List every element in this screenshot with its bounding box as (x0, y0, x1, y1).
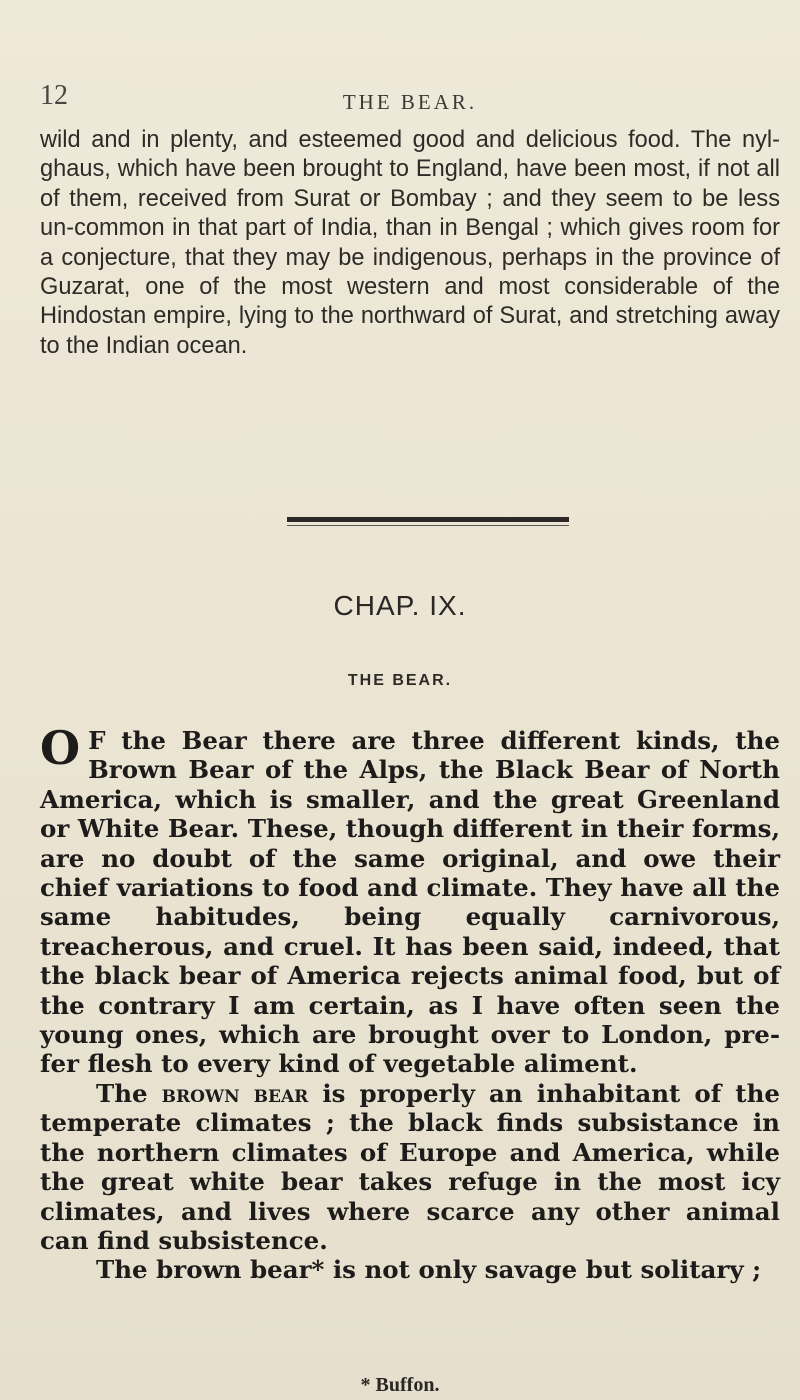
smallcaps-phrase: brown bear (161, 1078, 309, 1108)
paragraph-continuation (40, 126, 780, 361)
paragraph-text: is properly an inhabitant of the temperate climates ; the black finds subsistance in the northern climates of Europe and America, while the great white bear takes refuge in the most icy climates, and lives where scarce any other animal can find subsistence. (40, 1078, 780, 1255)
running-head (40, 80, 780, 120)
opening-paragraph (40, 721, 781, 1079)
paragraph-brown-bear (40, 1079, 780, 1255)
running-title: THE BEAR. (342, 90, 478, 114)
chapter-heading: CHAP. IX. (333, 590, 467, 621)
section-title: THE BEAR. (347, 672, 453, 689)
page-number: 12 (40, 80, 68, 111)
opening-word-rest: F (88, 726, 106, 755)
opening-paragraph-text: the Bear there are three different kinds, the Brown Bear of the Alps, the Black Bear of North America, which is smaller, and the great Greenland or White Bear. These, though different in their forms, are no doubt of the same original, and owe their chief variations to food and climate. They have all the same habitudes, being equally carnivorous, treacherous, and cruel. It has been said, indeed, that the black bear of America rejects animal food, but of the contrary I am certain, as I have often seen the young ones, which are brought over to London, pre-fer flesh to every kind of vegetable aliment. (40, 726, 781, 1079)
drop-cap: O (40, 721, 81, 775)
chapter-body (40, 721, 781, 1285)
paragraph-lead: The (96, 1078, 162, 1108)
footnote: * Buffon. (360, 1374, 440, 1396)
paragraph-solitary: The brown bear* is not only savage but solitary ; (96, 1255, 762, 1285)
chapter-rule-thin (287, 525, 569, 526)
paragraph-text: wild and in plenty, and esteemed good and delicious food. The nyl-ghaus, which have been brought to England, have been most, if not all of them, received from Surat or Bombay ; and they seem to be less un-common in that part of India, than in Bengal ; which gives room for a conjecture, that they may be indigenous, perhaps in the province of Guzarat, one of the most western and most considerable of the Hindostan empire, lying to the northward of Surat, and stretching away to the Indian ocean. (40, 127, 780, 359)
chapter-rule-thick (287, 517, 569, 522)
